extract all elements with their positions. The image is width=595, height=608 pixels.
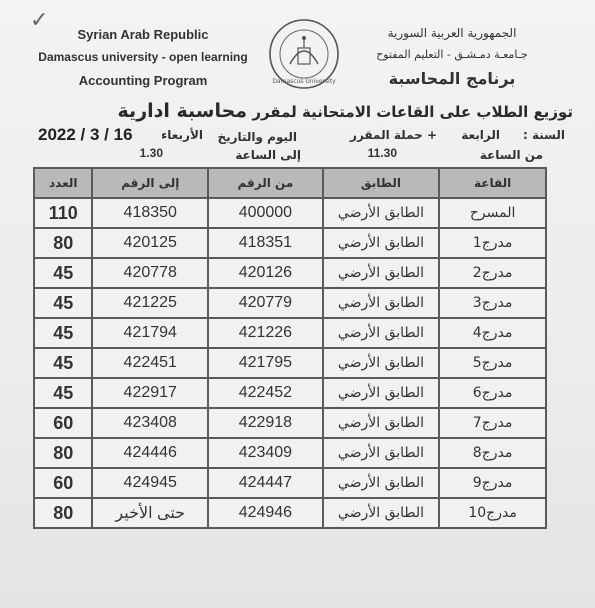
day-value: الأربعاء: [161, 128, 203, 142]
cell-count: 110: [34, 198, 92, 228]
fold-mark: ✓: [30, 8, 49, 33]
table-row: [34, 438, 546, 468]
header-to-number: إلى الرقم: [92, 168, 208, 198]
day-date-label: اليوم والتاريخ: [217, 130, 297, 144]
table-row: [34, 288, 546, 318]
cell-hall: مدرج10: [439, 498, 546, 528]
cell-count: 45: [34, 378, 92, 408]
cell-hall: مدرج3: [439, 288, 546, 318]
cell-hall: مدرج6: [439, 378, 546, 408]
cell-count: 45: [34, 348, 92, 378]
cell-to-number: 424446: [92, 438, 208, 468]
header-hall: القاعة: [439, 168, 546, 198]
to-time-value: 1.30: [139, 146, 163, 160]
cell-from-number: 421226: [208, 318, 323, 348]
cell-floor: الطابق الأرضي: [323, 498, 439, 528]
cell-to-number: حتى الأخير: [92, 498, 208, 528]
cell-from-number: 418351: [208, 228, 323, 258]
cell-count: 60: [34, 468, 92, 498]
cell-to-number: 418350: [92, 198, 208, 228]
table-header-row: [34, 168, 546, 198]
cell-count: 45: [34, 318, 92, 348]
cell-floor: الطابق الأرضي: [323, 318, 439, 348]
cell-from-number: 421795: [208, 348, 323, 378]
cell-hall: مدرج1: [439, 228, 546, 258]
seal-text: Damascus University: [272, 78, 336, 85]
cell-hall: مدرج7: [439, 408, 546, 438]
cell-from-number: 422452: [208, 378, 323, 408]
year-label: السنة :: [523, 128, 565, 142]
table-row: [34, 348, 546, 378]
cell-count: 60: [34, 408, 92, 438]
page-title: [13, 100, 573, 122]
cell-to-number: 422451: [92, 348, 208, 378]
table-row: [34, 408, 546, 438]
cell-to-number: 421225: [92, 288, 208, 318]
cell-floor: الطابق الأرضي: [323, 438, 439, 468]
cell-floor: الطابق الأرضي: [323, 348, 439, 378]
header-country-en: Syrian Arab Republic: [77, 27, 209, 42]
from-time-value: 11.30: [367, 146, 397, 160]
cell-floor: الطابق الأرضي: [323, 468, 439, 498]
header-country-ar: الجمهورية العربية السورية: [387, 26, 517, 40]
cell-to-number: 420778: [92, 258, 208, 288]
cell-count: 80: [34, 498, 92, 528]
carry-label: + حملة المقرر: [350, 128, 437, 142]
header-arabic: [337, 22, 567, 90]
cell-count: 45: [34, 258, 92, 288]
table-row: [34, 498, 546, 528]
cell-hall: مدرج4: [439, 318, 546, 348]
header-floor: الطابق: [323, 168, 439, 198]
cell-to-number: 423408: [92, 408, 208, 438]
header-from-number: من الرقم: [208, 168, 323, 198]
header-program-ar: برنامج المحاسبة: [388, 69, 516, 88]
course-name: محاسبة ادارية: [117, 100, 248, 122]
table-row: [34, 228, 546, 258]
exam-rooms-table: [33, 167, 547, 529]
year-value: الرابعة: [461, 128, 500, 142]
exam-date: 2022 / 3 / 16: [38, 125, 133, 144]
table-body: [34, 198, 546, 528]
cell-hall: مدرج5: [439, 348, 546, 378]
cell-count: 45: [34, 288, 92, 318]
cell-from-number: 424946: [208, 498, 323, 528]
to-time-label: إلى الساعة: [235, 148, 301, 162]
cell-floor: الطابق الأرضي: [323, 288, 439, 318]
cell-to-number: 421794: [92, 318, 208, 348]
header-english: [28, 24, 258, 92]
cell-from-number: 420779: [208, 288, 323, 318]
cell-hall: مدرج9: [439, 468, 546, 498]
cell-floor: الطابق الأرضي: [323, 198, 439, 228]
cell-count: 80: [34, 228, 92, 258]
cell-hall: المسرح: [439, 198, 546, 228]
header-university-ar: جـامعـة دمـشـق - التعليم المفتوح: [376, 48, 528, 61]
cell-from-number: 400000: [208, 198, 323, 228]
table-row: [34, 468, 546, 498]
header-count: العدد: [34, 168, 92, 198]
cell-from-number: 424447: [208, 468, 323, 498]
cell-from-number: 422918: [208, 408, 323, 438]
cell-hall: مدرج2: [439, 258, 546, 288]
cell-to-number: 422917: [92, 378, 208, 408]
cell-from-number: 423409: [208, 438, 323, 468]
cell-floor: الطابق الأرضي: [323, 258, 439, 288]
cell-floor: الطابق الأرضي: [323, 378, 439, 408]
table-row: [34, 198, 546, 228]
cell-hall: مدرج8: [439, 438, 546, 468]
cell-from-number: 420126: [208, 258, 323, 288]
university-seal-logo: [268, 18, 340, 90]
title-prefix: توزيع الطلاب على القاعات الامتحانية لمقرر: [252, 103, 573, 121]
cell-floor: الطابق الأرضي: [323, 228, 439, 258]
cell-floor: الطابق الأرضي: [323, 408, 439, 438]
header-university-en: Damascus university - open learning: [38, 50, 248, 64]
table-row: [34, 378, 546, 408]
cell-to-number: 420125: [92, 228, 208, 258]
table-row: [34, 318, 546, 348]
table-row: [34, 258, 546, 288]
from-time-label: من الساعة: [479, 148, 543, 162]
cell-to-number: 424945: [92, 468, 208, 498]
cell-count: 80: [34, 438, 92, 468]
header-program-en: Accounting Program: [78, 73, 208, 88]
